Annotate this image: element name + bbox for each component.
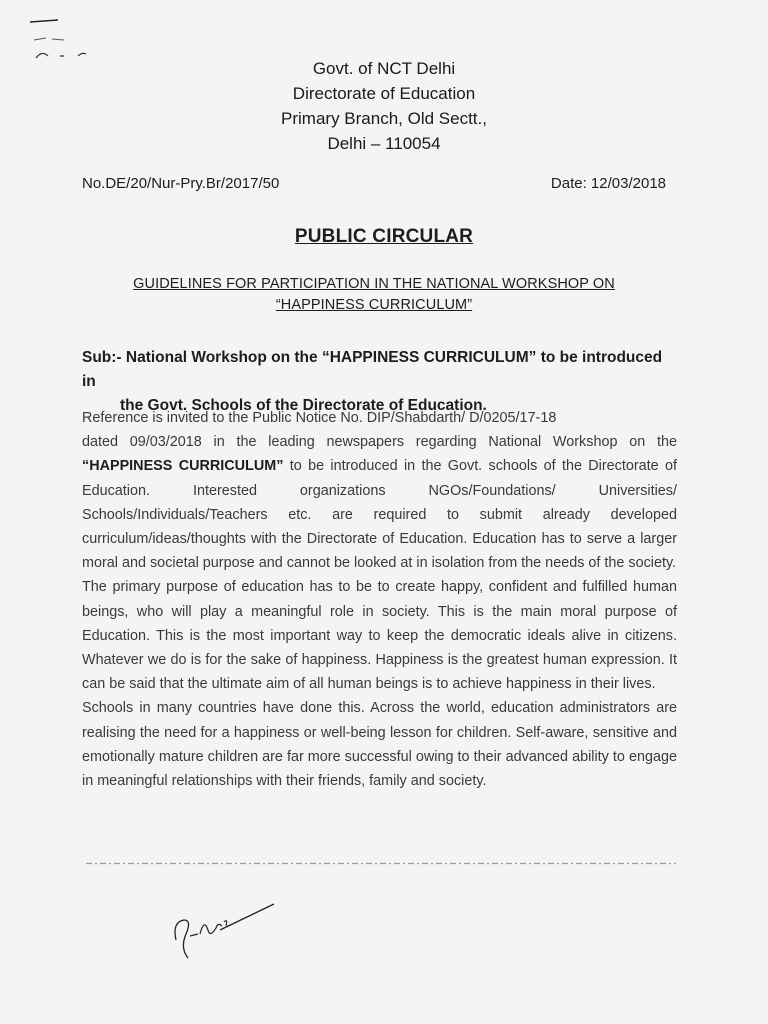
guidelines-heading	[90, 274, 658, 316]
letterhead-line-1: Govt. of NCT Delhi	[312, 59, 456, 78]
cut-off-text-line	[86, 862, 676, 865]
paragraph-1-emphasis: “HAPPINESS CURRICULUM”	[82, 458, 284, 475]
paragraph-1-line-2: dated 09/03/2018 in the leading newspapers regarding National Workshop on the	[82, 434, 677, 451]
circular-body	[82, 406, 677, 793]
paragraph-1	[82, 406, 677, 575]
paragraph-1-rest: to be introduced in the Govt. schools of the Directorate of Education. Interested organizations NGOs/Foundations/ Universities/ Schools/Individuals/Teachers etc. are required to submit already developed curriculum/ideas/thoughts with the Directorate of Education. Education has to serve a larger moral and societal purpose and cannot be looked at in isolation from the needs of the society.	[82, 458, 677, 572]
paragraph-2: The primary purpose of education has to be to create happy, confident and fulfilled human beings, who will play a meaningful role in society. This is the main moral purpose of Education. This is the most important way to keep the democratic ideals alive in citizens. Whatever we do is for the sake of happiness. Happiness is the greatest human expression. It can be said that the ultimate aim of all human beings is to achieve happiness in their lives.	[82, 579, 677, 693]
letterhead-line-4: Delhi – 110054	[327, 134, 441, 153]
subject-line-1: Sub:- National Workshop on the “HAPPINESS CURRICULUM” to be introduced in	[82, 349, 663, 390]
letterhead-line-2: Directorate of Education	[292, 84, 476, 103]
letterhead	[0, 56, 768, 156]
paragraph-1-line-1: Reference is invited to the Public Notice No. DIP/Shabdarth/ D/0205/17-18	[82, 410, 557, 426]
paragraph-3: Schools in many countries have done this. Across the world, education administrators are realising the need for a happiness or well-being lesson for children. Self-aware, sensitive and emotionally mature children are far more successful owing to their advanced ability to engage in meaningful relationships with their friends, family and society.	[82, 700, 677, 790]
reference-number: No.DE/20/Nur-Pry.Br/2017/50	[82, 175, 280, 192]
document-title: PUBLIC CIRCULAR	[294, 226, 474, 247]
letterhead-line-3: Primary Branch, Old Sectt.,	[281, 109, 487, 128]
handwritten-signature	[170, 900, 280, 960]
guidelines-line-2: “HAPPINESS CURRICULUM”	[275, 297, 473, 313]
subject-line-2: the Govt. Schools of the Directorate of Education.	[120, 397, 487, 414]
reference-row	[82, 175, 666, 192]
circular-date: Date: 12/03/2018	[550, 175, 666, 192]
guidelines-line-1: GUIDELINES FOR PARTICIPATION IN THE NATIONAL WORKSHOP ON	[133, 276, 615, 292]
